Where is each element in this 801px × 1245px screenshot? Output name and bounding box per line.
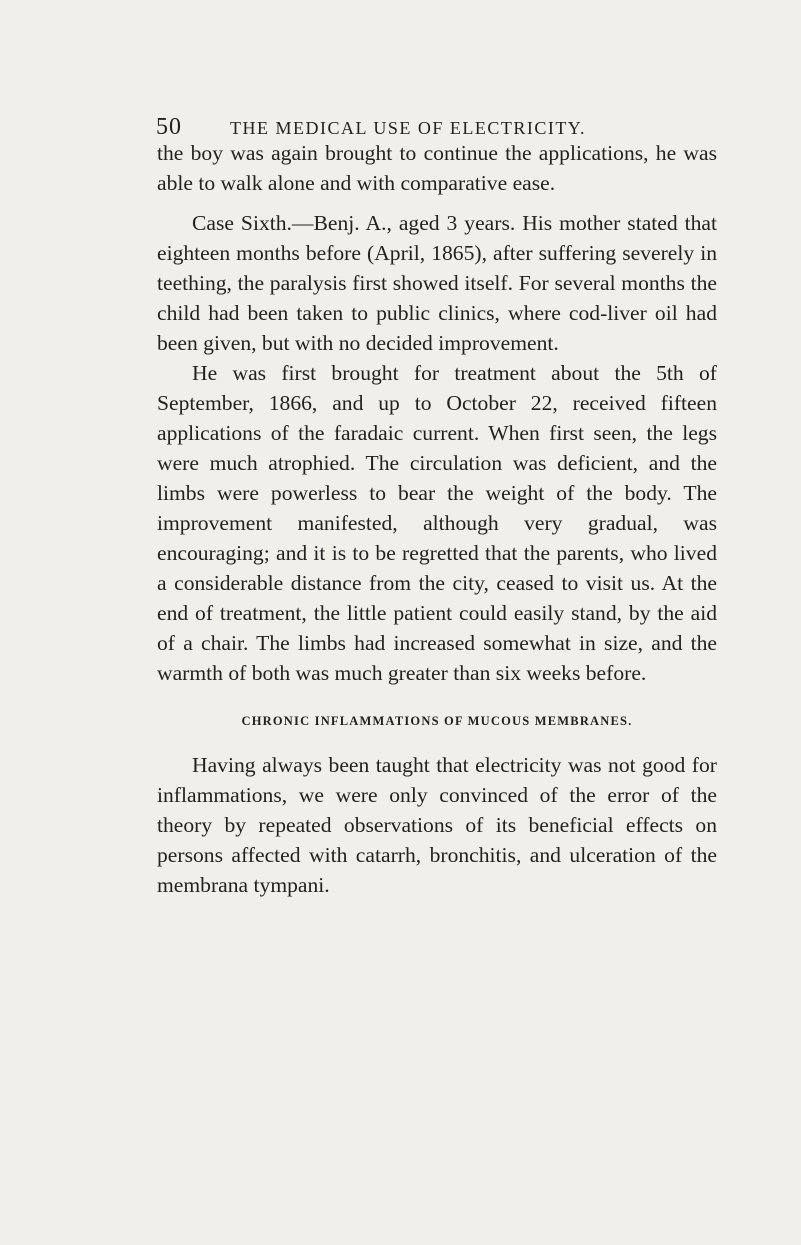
section-heading: CHRONIC INFLAMMATIONS OF MUCOUS MEMBRANES. <box>241 714 633 728</box>
body-text <box>157 138 717 900</box>
paragraph-continuation: the boy was again brought to continue the applications, he was able to walk alone and with comparative ease. <box>157 141 717 195</box>
paragraph-treatment: He was first brought for treatment about the 5th of September, 1866, and up to October 22, received fifteen applications of the faradaic current. When first seen, the legs were much atrophied. The circulation was deficient, and the limbs were powerless to bear the weight of the body. The improvement manifested, although very gradual, was encouraging; and it is to be regretted that the parents, who lived a considerable distance from the city, ceased to visit us. At the end of treatment, the little patient could easily stand, by the aid of a chair. The limbs had increased somewhat in size, and the warmth of both was much greater than six weeks before. <box>157 361 717 685</box>
paragraph-case-sixth: Case Sixth.—Benj. A., aged 3 years. His mother stated that eighteen months before (April, 1865), after suffering severely in teething, the paralysis first showed itself. For several months the child had been taken to public clinics, where cod-liver oil had been given, but with no decided improvement. <box>157 211 717 355</box>
page-number: 50 <box>156 114 182 140</box>
running-head: THE MEDICAL USE OF ELECTRICITY. <box>230 118 586 138</box>
paragraph-inflammations: Having always been taught that electricity was not good for inflammations, we were only convinced of the error of the theory by repeated observations of its beneficial effects on persons affected with catarrh, bronchitis, and ulceration of the membrana tympani. <box>157 753 717 897</box>
